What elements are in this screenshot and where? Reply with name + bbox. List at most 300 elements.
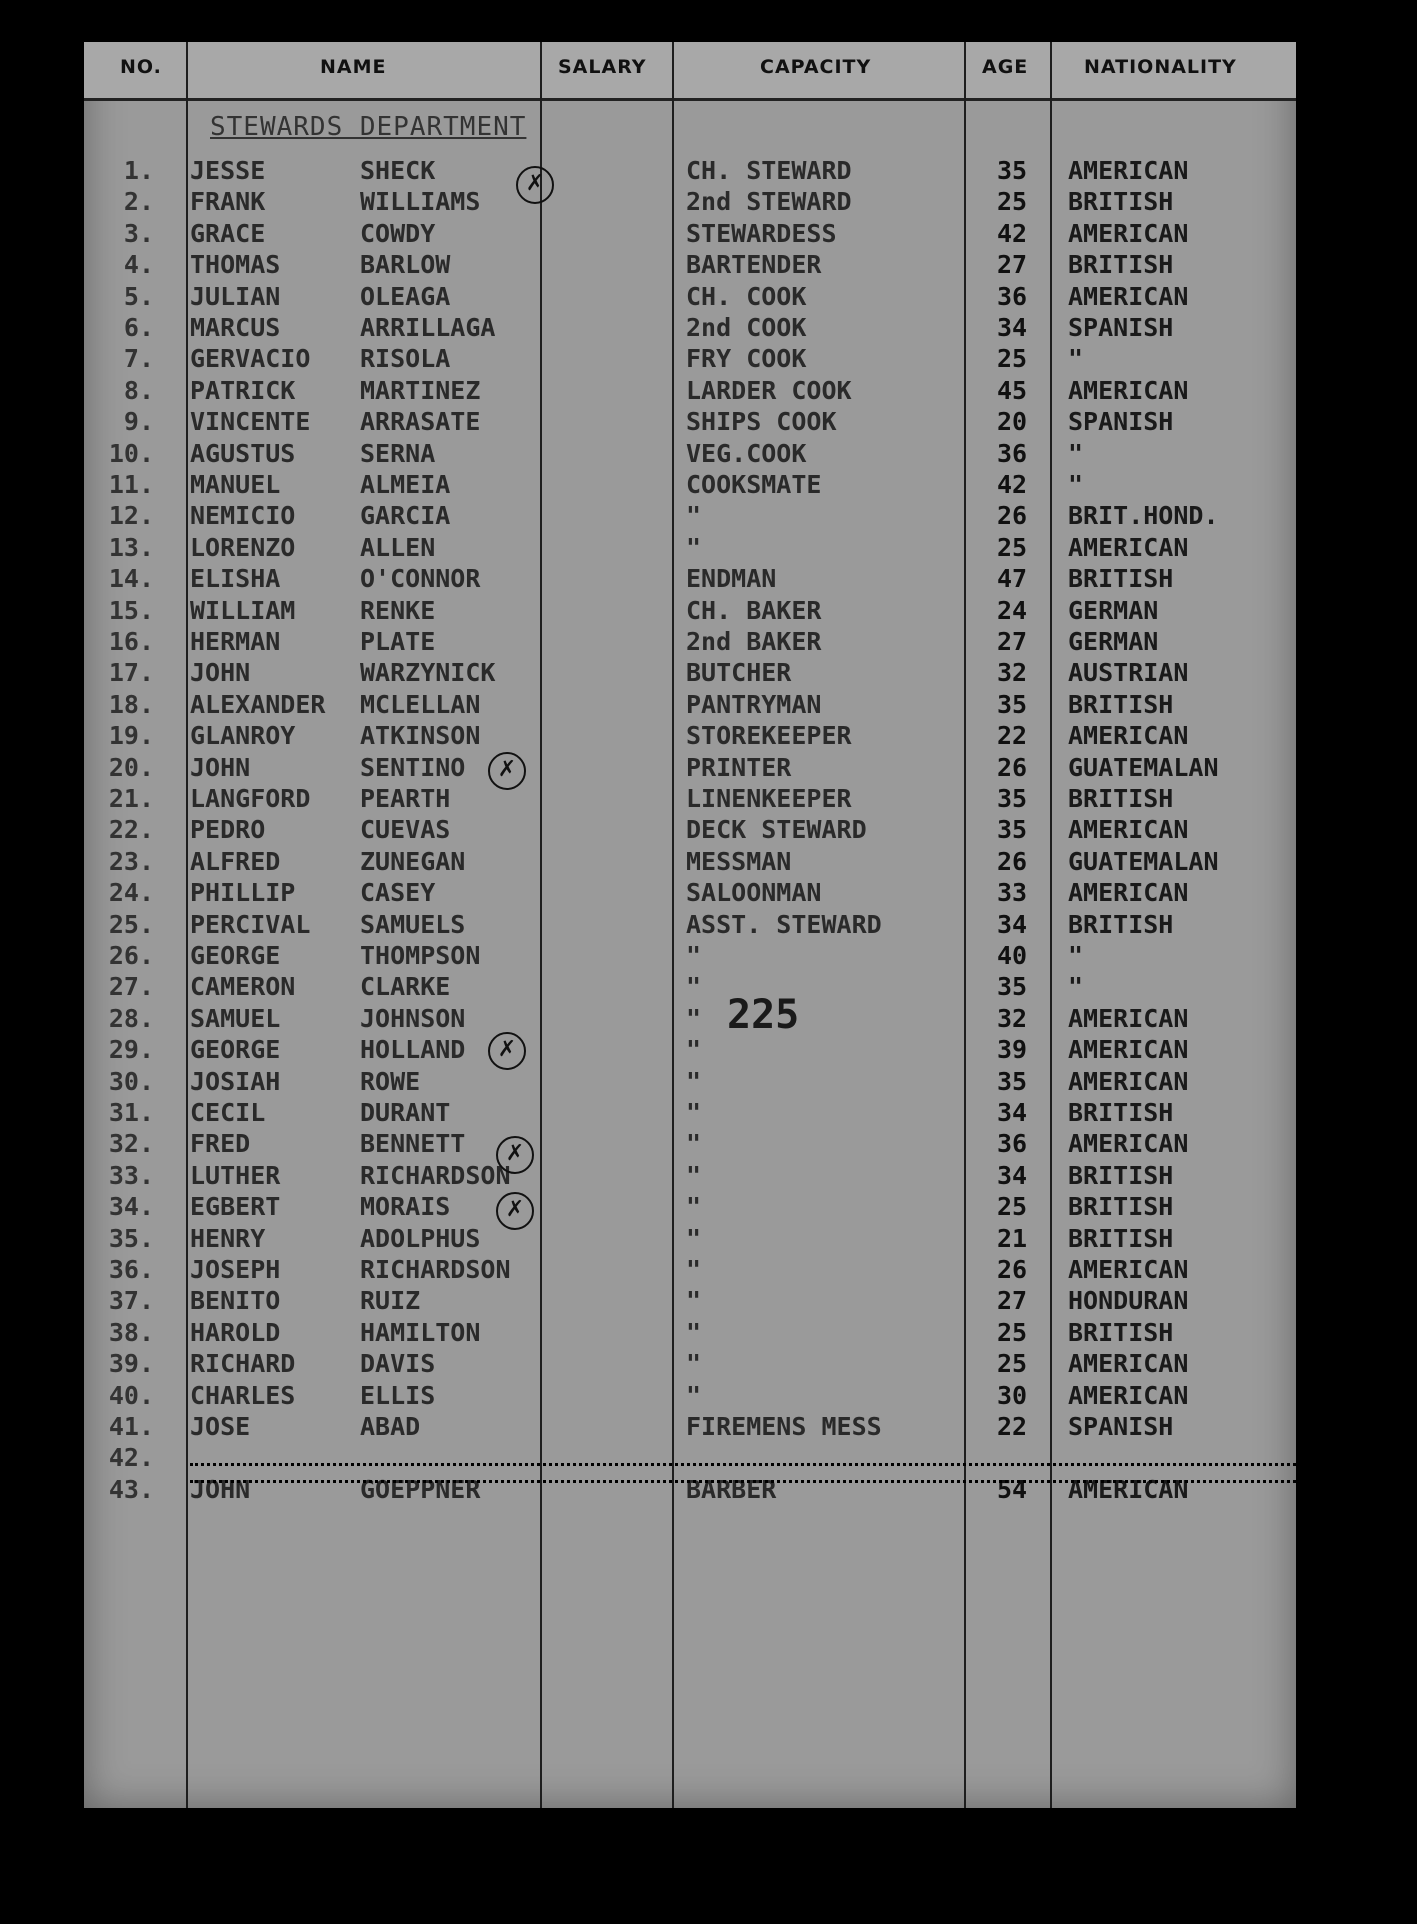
nationality: BRITISH [1068,909,1174,939]
crew-row [84,1412,1296,1443]
first-name: AGUSTUS [190,438,296,468]
row-number: 11. [108,470,154,499]
row-number: 27. [108,972,154,1002]
column-header-row [84,42,1296,101]
row-number: 39. [108,1349,154,1379]
nationality: AMERICAN [1068,878,1189,908]
crew-row [84,501,1296,532]
check-mark-icon: ✗ [496,1192,534,1230]
crew-row [84,219,1296,250]
capacity: CH. BAKER [686,595,822,625]
age: 35 [996,689,1028,719]
first-name: RICHARD [190,1349,296,1379]
crew-row [84,753,1296,784]
row-number: 36. [108,1255,154,1284]
capacity: " [686,1003,702,1033]
age: 36 [996,281,1028,311]
first-name: GRACE [190,218,266,248]
first-name: CECIL [190,1098,266,1127]
row-number: 12. [108,501,154,531]
nationality: AUSTRIAN [1068,658,1189,688]
capacity: BARBER [686,1474,777,1504]
age: 54 [996,1474,1028,1504]
first-name: PHILLIP [190,878,296,908]
nationality: SPANISH [1068,407,1174,437]
capacity: 2nd BAKER [686,627,822,656]
first-name: ALFRED [190,846,281,876]
row-number: 2. [123,187,154,217]
age: 35 [996,972,1028,1002]
first-name: JOSIAH [190,1066,281,1096]
age: 35 [996,784,1028,813]
capacity: STEWARDESS [686,218,837,248]
first-name: PEDRO [190,815,266,845]
last-name: ALLEN [360,532,436,562]
capacity: BUTCHER [686,658,792,688]
first-name: FRED [190,1129,251,1159]
age: 35 [996,156,1028,185]
crew-row [84,250,1296,281]
capacity: BARTENDER [686,250,822,280]
age: 26 [996,501,1028,531]
crew-row [84,1161,1296,1192]
age: 27 [996,1286,1028,1316]
age: 32 [996,1003,1028,1033]
nationality: AMERICAN [1068,281,1189,311]
crew-row [84,627,1296,658]
row-number: 14. [108,564,154,594]
handwritten-tally: 225 [727,992,800,1038]
capacity: " [686,1066,702,1096]
row-number: 9. [123,407,154,437]
first-name: WILLIAM [190,595,296,625]
last-name: BARLOW [360,250,451,280]
nationality: AMERICAN [1068,156,1189,185]
crew-row [84,407,1296,438]
first-name: BENITO [190,1286,281,1316]
header-no: NO. [120,56,162,78]
crew-row [84,376,1296,407]
header-capacity: CAPACITY [760,56,872,78]
last-name: HAMILTON [360,1317,481,1347]
crew-row [84,564,1296,595]
first-name: HENRY [190,1223,266,1253]
age: 25 [996,187,1028,217]
nationality: BRIT.HOND. [1068,501,1219,531]
header-name: NAME [320,56,387,78]
capacity: " [686,972,702,1002]
nationality: AMERICAN [1068,375,1189,405]
first-name: CHARLES [190,1380,296,1410]
age: 25 [996,1317,1028,1347]
first-name: MANUEL [190,470,281,499]
capacity: PANTRYMAN [686,689,822,719]
age: 39 [996,1035,1028,1065]
age: 25 [996,1349,1028,1379]
capacity: CH. COOK [686,281,807,311]
last-name: SENTINO [360,752,466,782]
capacity: " [686,941,702,970]
crew-row [84,187,1296,218]
crew-row [84,439,1296,470]
nationality: BRITISH [1068,1317,1174,1347]
crew-row [84,1381,1296,1412]
first-name: ELISHA [190,564,281,594]
crew-row [84,1255,1296,1286]
nationality: BRITISH [1068,1192,1174,1222]
crew-row [84,313,1296,344]
capacity: " [686,1255,702,1284]
age: 33 [996,878,1028,908]
crew-row [84,910,1296,941]
nationality: AMERICAN [1068,218,1189,248]
last-name: WARZYNICK [360,658,496,688]
age: 34 [996,1160,1028,1190]
first-name: GEORGE [190,1035,281,1065]
last-name: SERNA [360,438,436,468]
crew-row [84,156,1296,187]
row-number: 10. [108,438,154,468]
age: 34 [996,1098,1028,1127]
row-number: 20. [108,752,154,782]
age: 22 [996,721,1028,751]
row-number: 15. [108,595,154,625]
row-number: 28. [108,1003,154,1033]
nationality: SPANISH [1068,313,1174,342]
first-name: CAMERON [190,972,296,1002]
row-number: 7. [123,344,154,374]
last-name: ELLIS [360,1380,436,1410]
row-number: 23. [108,846,154,876]
nationality: AMERICAN [1068,721,1189,751]
first-name: JOHN [190,658,251,688]
last-name: MCLELLAN [360,689,481,719]
capacity: " [686,1223,702,1253]
first-name: GERVACIO [190,344,311,374]
first-name: ALEXANDER [190,689,326,719]
crew-row [84,596,1296,627]
nationality: GERMAN [1068,627,1159,656]
last-name: WILLIAMS [360,187,481,217]
nationality: AMERICAN [1068,1474,1189,1504]
age: 25 [996,532,1028,562]
nationality: BRITISH [1068,1160,1174,1190]
row-number: 21. [108,784,154,813]
first-name: JOSEPH [190,1255,281,1284]
first-name: LORENZO [190,532,296,562]
capacity: " [686,1380,702,1410]
row-number: 32. [108,1129,154,1159]
row-number: 35. [108,1223,154,1253]
nationality: " [1068,941,1084,970]
row-number: 40. [108,1380,154,1410]
age: 40 [996,941,1028,970]
nationality: " [1068,470,1084,499]
crew-row [84,972,1296,1003]
last-name: ZUNEGAN [360,846,466,876]
first-name: THOMAS [190,250,281,280]
first-name: PATRICK [190,375,296,405]
nationality: AMERICAN [1068,1003,1189,1033]
nationality: AMERICAN [1068,532,1189,562]
row-number: 5. [123,281,154,311]
last-name: ADOLPHUS [360,1223,481,1253]
age: 20 [996,407,1028,437]
nationality: GUATEMALAN [1068,752,1219,782]
last-name: CLARKE [360,972,451,1002]
nationality: HONDURAN [1068,1286,1189,1316]
capacity: " [686,501,702,531]
check-mark-icon: ✗ [488,1032,526,1070]
row-number: 26. [108,941,154,970]
first-name: PERCIVAL [190,909,311,939]
capacity: " [686,1035,702,1065]
first-name: HERMAN [190,627,281,656]
first-name: JULIAN [190,281,281,311]
crew-row [84,721,1296,752]
row-number: 42. [108,1443,154,1473]
first-name: JOHN [190,1474,251,1504]
capacity: DECK STEWARD [686,815,867,845]
crew-row [84,690,1296,721]
row-number: 31. [108,1098,154,1127]
manifest-sheet [84,42,1296,1808]
row-number: 18. [108,689,154,719]
first-name: JOSE [190,1412,251,1441]
last-name: RUIZ [360,1286,421,1316]
nationality: BRITISH [1068,187,1174,217]
capacity: LINENKEEPER [686,784,852,813]
crew-row [84,1318,1296,1349]
crew-row [84,1129,1296,1160]
last-name: RISOLA [360,344,451,374]
age: 32 [996,658,1028,688]
last-name: GARCIA [360,501,451,531]
crew-row [84,1035,1296,1066]
last-name: RENKE [360,595,436,625]
last-name: ABAD [360,1412,421,1441]
crew-row [84,533,1296,564]
capacity: MESSMAN [686,846,792,876]
row-number: 19. [108,721,154,751]
capacity: COOKSMATE [686,470,822,499]
last-name: RICHARDSON [360,1160,511,1190]
crew-row [84,282,1296,313]
age: 26 [996,846,1028,876]
first-name: GLANROY [190,721,296,751]
first-name: EGBERT [190,1192,281,1222]
nationality: AMERICAN [1068,1035,1189,1065]
row-number: 25. [108,909,154,939]
department-title: STEWARDS DEPARTMENT [210,112,527,142]
first-name: LANGFORD [190,784,311,813]
row-number: 24. [108,878,154,908]
last-name: O'CONNOR [360,564,481,594]
last-name: ARRILLAGA [360,313,496,342]
last-name: SAMUELS [360,909,466,939]
first-name: JESSE [190,156,266,185]
nationality: AMERICAN [1068,1380,1189,1410]
age: 27 [996,250,1028,280]
age: 35 [996,815,1028,845]
age: 22 [996,1412,1028,1441]
capacity: ENDMAN [686,564,777,594]
first-name: FRANK [190,187,266,217]
row-number: 38. [108,1317,154,1347]
nationality: SPANISH [1068,1412,1174,1441]
nationality: GUATEMALAN [1068,846,1219,876]
capacity: " [686,532,702,562]
row-number: 41. [108,1412,154,1441]
first-name: NEMICIO [190,501,296,531]
row-number: 3. [123,218,154,248]
last-name: MORAIS [360,1192,451,1222]
last-name: ROWE [360,1066,421,1096]
capacity: " [686,1317,702,1347]
first-name: VINCENTE [190,407,311,437]
age: 36 [996,1129,1028,1159]
age: 25 [996,344,1028,374]
last-name: HOLLAND [360,1035,466,1065]
crew-row [84,1286,1296,1317]
nationality: BRITISH [1068,1223,1174,1253]
crew-row [84,1224,1296,1255]
crew-row [84,1349,1296,1380]
last-name: OLEAGA [360,281,451,311]
row-number: 4. [123,250,154,280]
age: 45 [996,375,1028,405]
age: 25 [996,1192,1028,1222]
age: 26 [996,1255,1028,1284]
capacity: " [686,1349,702,1379]
crew-row [84,470,1296,501]
last-name: JOHNSON [360,1003,466,1033]
crew-row [84,815,1296,846]
row-number: 1. [123,156,154,185]
check-mark-icon: ✗ [488,752,526,790]
last-name: ARRASATE [360,407,481,437]
nationality: " [1068,344,1084,374]
last-name: ATKINSON [360,721,481,751]
age: 47 [996,564,1028,594]
capacity: " [686,1286,702,1316]
crew-row [84,784,1296,815]
age: 24 [996,595,1028,625]
check-mark-icon: ✗ [516,166,554,204]
capacity: LARDER COOK [686,375,852,405]
first-name: JOHN [190,752,251,782]
nationality: BRITISH [1068,784,1174,813]
capacity: FIREMENS MESS [686,1412,882,1441]
capacity: FRY COOK [686,344,807,374]
row-number: 33. [108,1160,154,1190]
capacity: SALOONMAN [686,878,822,908]
check-mark-icon: ✗ [496,1136,534,1174]
row-number: 6. [123,313,154,342]
capacity: " [686,1192,702,1222]
capacity: STOREKEEPER [686,721,852,751]
crew-row [84,1098,1296,1129]
last-name: THOMPSON [360,941,481,970]
last-name: GOEPPNER [360,1474,481,1504]
age: 34 [996,909,1028,939]
last-name: CUEVAS [360,815,451,845]
crew-row [84,941,1296,972]
crew-row [84,344,1296,375]
header-nationality: NATIONALITY [1084,56,1237,78]
age: 36 [996,438,1028,468]
first-name: SAMUEL [190,1003,281,1033]
last-name: DURANT [360,1098,451,1127]
age: 21 [996,1223,1028,1253]
crew-row [84,1192,1296,1223]
nationality: " [1068,438,1084,468]
row-number: 17. [108,658,154,688]
last-name: MARTINEZ [360,375,481,405]
age: 34 [996,313,1028,342]
crew-row [84,878,1296,909]
row-number: 8. [123,375,154,405]
first-name: MARCUS [190,313,281,342]
first-name: GEORGE [190,941,281,970]
nationality: AMERICAN [1068,1129,1189,1159]
age: 42 [996,218,1028,248]
row-number: 16. [108,627,154,656]
age: 42 [996,470,1028,499]
capacity: " [686,1098,702,1127]
nationality: BRITISH [1068,1098,1174,1127]
row-number: 30. [108,1066,154,1096]
last-name: COWDY [360,218,436,248]
nationality: AMERICAN [1068,1349,1189,1379]
first-name: HAROLD [190,1317,281,1347]
last-name: BENNETT [360,1129,466,1159]
row-number: 13. [108,532,154,562]
nationality: AMERICAN [1068,815,1189,845]
last-name: RICHARDSON [360,1255,511,1284]
row-number: 43. [108,1474,154,1504]
nationality: " [1068,972,1084,1002]
capacity: CH. STEWARD [686,156,852,185]
nationality: AMERICAN [1068,1066,1189,1096]
row-number: 22. [108,815,154,845]
age: 26 [996,752,1028,782]
crew-row [84,847,1296,878]
age: 35 [996,1066,1028,1096]
capacity: " [686,1160,702,1190]
row-number: 34. [108,1192,154,1222]
capacity: 2nd STEWARD [686,187,852,217]
last-name: CASEY [360,878,436,908]
capacity: ASST. STEWARD [686,909,882,939]
last-name: PEARTH [360,784,451,813]
last-name: SHECK [360,156,436,185]
crew-row [84,1067,1296,1098]
last-name: ALMEIA [360,470,451,499]
capacity: PRINTER [686,752,792,782]
capacity: VEG.COOK [686,438,807,468]
crew-row [84,1004,1296,1035]
age: 27 [996,627,1028,656]
nationality: BRITISH [1068,564,1174,594]
capacity: " [686,1129,702,1159]
capacity: SHIPS COOK [686,407,837,437]
nationality: BRITISH [1068,250,1174,280]
row-number: 37. [108,1286,154,1316]
last-name: PLATE [360,627,436,656]
last-name: DAVIS [360,1349,436,1379]
header-salary: SALARY [558,56,647,78]
